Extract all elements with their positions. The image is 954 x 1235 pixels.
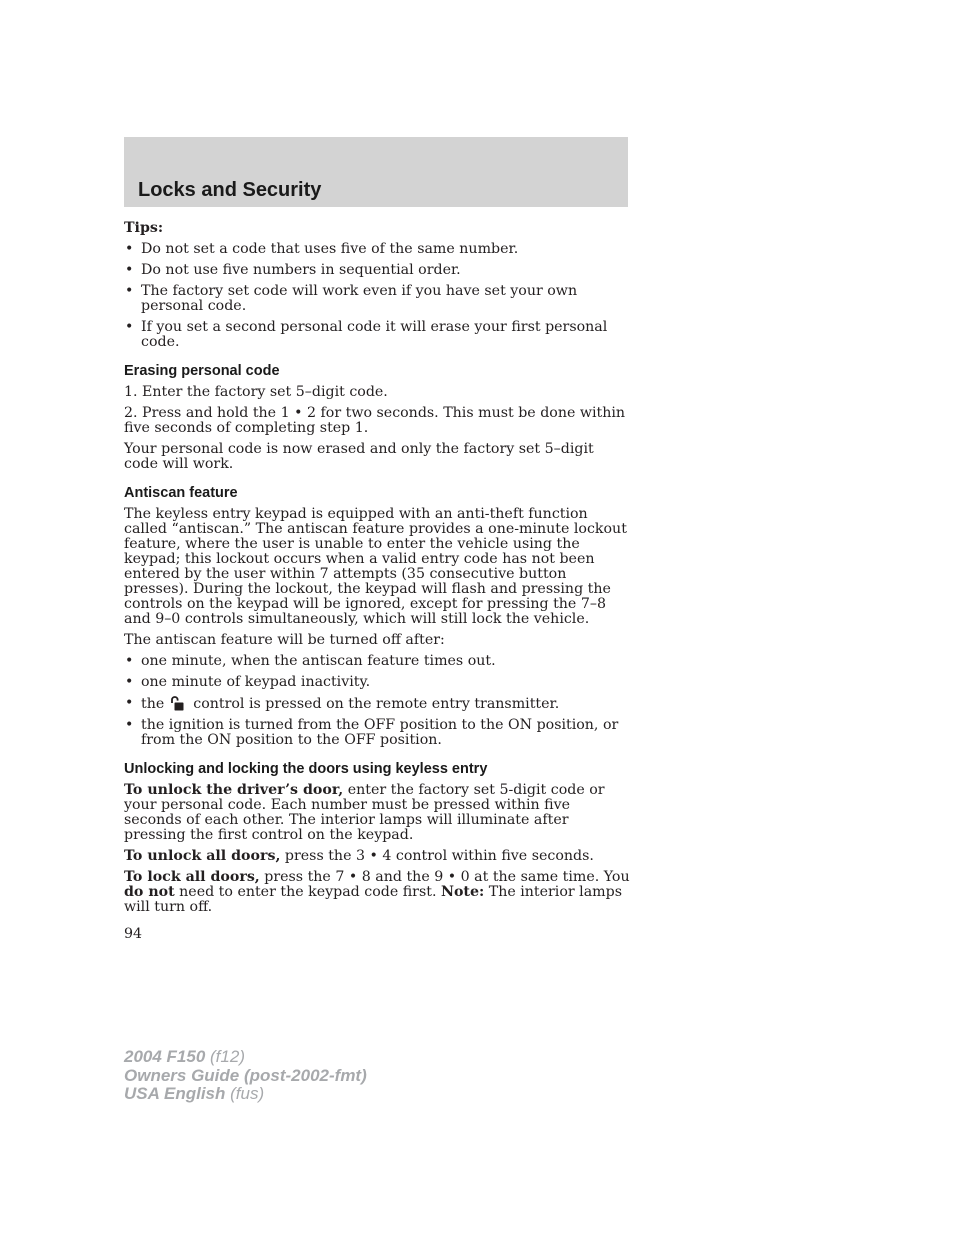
unlock-driver-door-paragraph [124,783,630,843]
lock-all-doors-paragraph [124,870,630,915]
lock-all-doors-label: To lock all doors, [124,869,260,885]
tip-item: • Do not set a code that uses five of the same number. [124,242,630,257]
footer-language: USA English [124,1084,226,1103]
antiscan-off-item [124,696,630,712]
tips-list [124,242,630,350]
antiscan-off-item: • one minute of keypad inactivity. [124,675,630,690]
footer-language-code: (fus) [225,1084,265,1103]
section-title: Locks and Security [138,179,322,201]
unlock-driver-door-label: To unlock the driver’s door, [124,782,344,798]
antiscan-off-intro: The antiscan feature will be turned off after: [124,632,445,648]
antiscan-off-list [124,654,630,748]
unlock-icon [170,696,184,711]
footer-line-2: Owners Guide (post-2002-fmt) [124,1065,367,1085]
page-content [124,221,630,921]
erasing-step-2: 2. Press and hold the 1 • 2 for two seconds. This must be done within five seconds of completing step 1. [124,405,626,436]
tips-label: Tips: [124,220,164,236]
antiscan-off-item: • one minute, when the antiscan feature times out. [124,654,630,669]
footer-line-3 [124,1085,367,1104]
tip-item: • Do not use five numbers in sequential order. [124,263,630,278]
section-header-band [124,137,628,207]
unlock-all-doors-label: To unlock all doors, [124,848,281,864]
footer-model-code: (f12) [205,1047,245,1066]
note-label: Note: [440,884,485,900]
antiscan-description: The keyless entry keypad is equipped with an anti-theft function called “antiscan.” The antiscan feature provides a one-minute lockout feature, where the user is unable to enter the vehicle using the keypad; this lockout occurs when a valid entry code has not been entered by the user within 7 attempts (35 consecutive button presses). During the lockout, the keypad will flash and pressing the controls on the keypad will be ignored, except for pressing the 7–8 and 9–0 controls simultaneously, which will still lock the vehicle. [124,506,627,627]
antiscan-off-item: • the ignition is turned from the OFF position to the ON position, or from the ON position to the OFF position. [124,718,630,748]
unlock-all-doors-paragraph [124,849,630,864]
footer-line-1 [124,1048,367,1067]
erasing-heading: Erasing personal code [124,363,280,379]
antiscan-heading: Antiscan feature [124,485,238,501]
tip-item: • The factory set code will work even if you have set your own personal code. [124,284,630,314]
unlock-all-doors-text: press the 3 • 4 control within five seconds. [280,848,594,864]
page-number: 94 [124,926,143,942]
do-not-emphasis: do not [124,884,175,900]
lock-all-doors-text: press the 7 • 8 and the 9 • 0 at the same time. You [259,869,630,885]
document-footer [124,1048,367,1104]
note-text: The interior lamps will turn off. [124,884,622,915]
item-text-after-icon: control is pressed on the remote entry transmitter. [193,696,560,712]
tip-item: • If you set a second personal code it will erase your first personal code. [124,320,630,350]
item-text-before-icon: the [141,696,165,712]
erasing-result: Your personal code is now erased and only the factory set 5–digit code will work. [124,441,594,472]
lock-all-doors-text-2: need to enter the keypad code first. [174,884,441,900]
keyless-heading: Unlocking and locking the doors using keyless entry [124,761,488,777]
unlock-driver-door-text: enter the factory set 5-digit code or your personal code. Each number must be pressed within five seconds of each other. The interior lamps will illuminate after pressing the first control on the keypad. [124,782,605,843]
erasing-step-1: 1. Enter the factory set 5–digit code. [124,384,388,400]
footer-model: 2004 F150 [124,1047,206,1066]
